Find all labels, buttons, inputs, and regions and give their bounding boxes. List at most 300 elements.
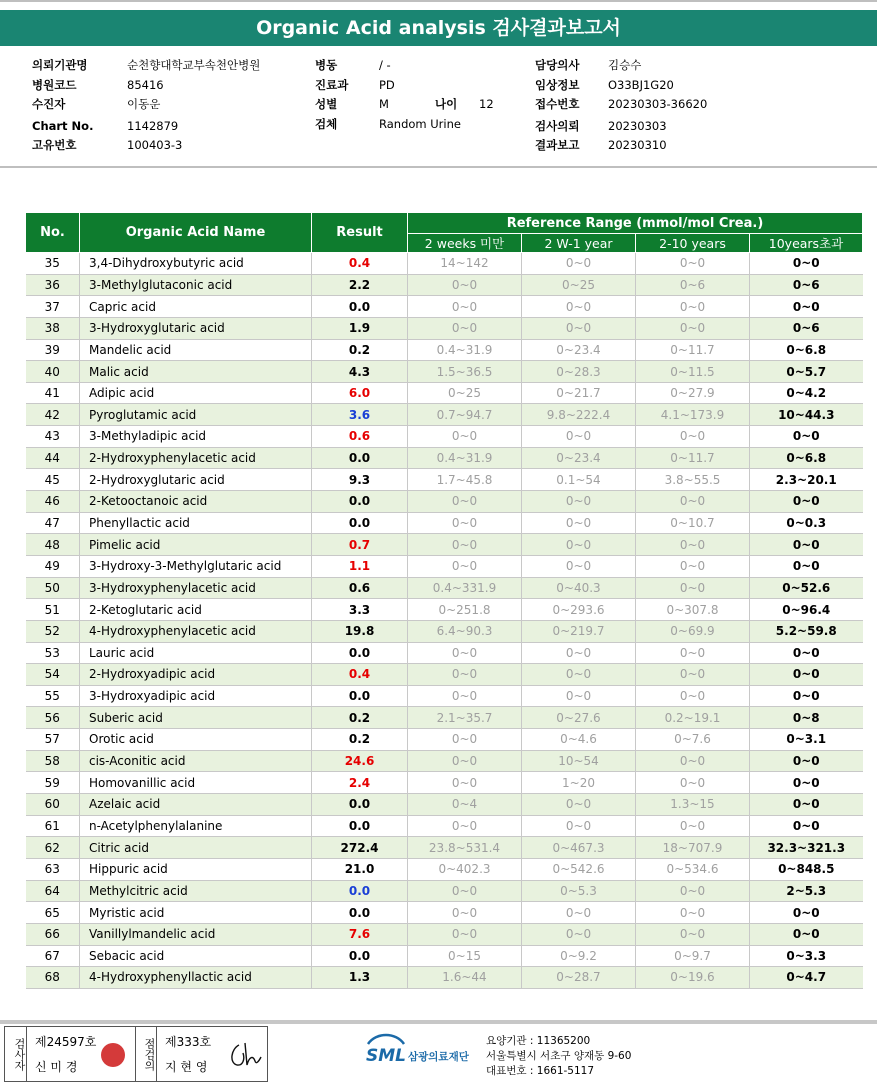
info-label: 검사의뢰 [535,118,580,133]
row-range-4: 0~0 [750,794,863,816]
row-range-1: 0.4~31.9 [408,447,522,469]
table-row [26,794,863,816]
row-result: 1.1 [312,555,408,577]
row-range-1: 0~4 [408,794,522,816]
row-result: 0.0 [312,447,408,469]
signature-box [4,1026,268,1082]
row-acid-name: Sebacic acid [80,945,312,967]
row-range-1: 0.4~31.9 [408,339,522,361]
row-result: 0.0 [312,642,408,664]
row-acid-name: Myristic acid [80,902,312,924]
row-no: 51 [26,599,80,621]
info-label: 검체 [315,116,338,131]
top-rule [0,0,877,2]
row-range-3: 0~0 [636,664,750,686]
row-no: 37 [26,296,80,318]
info-row [535,95,855,115]
row-range-3: 0~0 [636,880,750,902]
row-result: 0.0 [312,880,408,902]
info-row [535,136,855,156]
row-range-4: 0~0 [750,426,863,448]
info-row [32,136,302,156]
row-acid-name: Phenyllactic acid [80,512,312,534]
row-range-4: 0~8 [750,707,863,729]
row-no: 55 [26,685,80,707]
row-range-3: 0~11.7 [636,339,750,361]
row-range-1: 0~402.3 [408,858,522,880]
row-range-1: 0.4~331.9 [408,577,522,599]
info-value: 85416 [127,77,164,92]
row-range-4: 0~6 [750,274,863,296]
row-range-2: 0~0 [522,253,636,275]
table-row [26,620,863,642]
row-result: 0.0 [312,491,408,513]
row-range-2: 9.8~222.4 [522,404,636,426]
row-no: 35 [26,253,80,275]
row-range-3: 0~0 [636,555,750,577]
row-range-3: 0~0 [636,534,750,556]
table-row [26,382,863,404]
row-range-1: 0~0 [408,880,522,902]
row-range-2: 0~0 [522,317,636,339]
row-range-2: 0~21.7 [522,382,636,404]
row-range-2: 0~0 [522,642,636,664]
info-label: 고유번호 [32,138,77,152]
table-row [26,750,863,772]
row-no: 48 [26,534,80,556]
info-label: 임상정보 [535,77,580,92]
row-range-1: 23.8~531.4 [408,837,522,859]
reviewer-name: 지 현 영 [165,1060,208,1074]
row-no: 57 [26,729,80,751]
info-column-1 [32,56,302,156]
row-range-4: 0~6.8 [750,339,863,361]
table-row [26,469,863,491]
row-range-3: 0~9.7 [636,945,750,967]
row-acid-name: Adipic acid [80,382,312,404]
row-range-4: 0~0 [750,685,863,707]
tester-label: 검사자 [5,1027,27,1081]
row-no: 62 [26,837,80,859]
table-row [26,404,863,426]
row-result: 0.4 [312,664,408,686]
info-label: 병동 [315,58,338,72]
table-row [26,361,863,383]
col-header-reference: Reference Range (mmol/mol Crea.) [408,213,863,234]
row-result: 0.0 [312,945,408,967]
row-range-4: 0~0 [750,253,863,275]
row-range-4: 0~0 [750,902,863,924]
row-range-4: 0~0 [750,642,863,664]
row-range-2: 0~0 [522,534,636,556]
info-value: PD [379,77,395,92]
row-result: 0.0 [312,815,408,837]
row-no: 47 [26,512,80,534]
table-row [26,512,863,534]
row-range-3: 0~11.5 [636,361,750,383]
row-acid-name: Orotic acid [80,729,312,751]
sml-logo: SML [366,1046,406,1066]
row-range-2: 0~4.6 [522,729,636,751]
table-row [26,534,863,556]
row-range-2: 0~28.3 [522,361,636,383]
footer-line-3: 대표번호 : 1661-5117 [486,1065,595,1077]
row-range-4: 0~0 [750,555,863,577]
row-range-1: 0~0 [408,534,522,556]
row-range-4: 0~3.1 [750,729,863,751]
row-range-1: 0~0 [408,317,522,339]
row-range-1: 0~0 [408,296,522,318]
sml-logo-arc [366,1032,406,1046]
table-row [26,296,863,318]
row-range-1: 0~0 [408,902,522,924]
table-row [26,642,863,664]
row-range-2: 0~0 [522,923,636,945]
reviewer-block [165,1033,211,1075]
row-range-3: 0~307.8 [636,599,750,621]
table-row [26,858,863,880]
info-row [315,56,515,76]
tester-id: 제24597호 [35,1035,97,1049]
row-result: 0.4 [312,253,408,275]
row-result: 0.7 [312,534,408,556]
row-range-2: 0~0 [522,815,636,837]
reviewer-label: 점검의 [135,1027,157,1081]
info-row [32,76,302,96]
row-range-3: 0~69.9 [636,620,750,642]
row-range-3: 0~0 [636,923,750,945]
row-result: 3.6 [312,404,408,426]
row-no: 68 [26,967,80,989]
row-acid-name: 3-Hydroxyphenylacetic acid [80,577,312,599]
row-result: 0.0 [312,512,408,534]
table-row [26,902,863,924]
row-no: 43 [26,426,80,448]
info-value: Random Urine [379,116,461,131]
row-range-1: 0~0 [408,664,522,686]
reviewer-id: 제333호 [165,1035,212,1049]
row-range-4: 0~5.7 [750,361,863,383]
info-value: O33BJ1G20 [608,77,674,92]
row-no: 53 [26,642,80,664]
info-row [315,76,515,96]
row-range-1: 1.7~45.8 [408,469,522,491]
footer-address [486,1034,631,1079]
row-range-3: 0~0 [636,642,750,664]
table-row [26,426,863,448]
row-result: 21.0 [312,858,408,880]
row-range-1: 2.1~35.7 [408,707,522,729]
row-result: 0.0 [312,902,408,924]
info-row [535,76,855,96]
info-row [32,95,302,115]
row-no: 49 [26,555,80,577]
row-range-4: 0~0 [750,815,863,837]
col-header-no: No. [26,213,80,253]
row-range-4: 0~6 [750,317,863,339]
row-result: 272.4 [312,837,408,859]
row-range-2: 1~20 [522,772,636,794]
row-range-3: 0~27.9 [636,382,750,404]
row-acid-name: 3-Hydroxy-3-Methylglutaric acid [80,555,312,577]
footer-line-2: 서울특별시 서초구 양재동 9-60 [486,1050,632,1062]
row-no: 56 [26,707,80,729]
row-acid-name: Pyroglutamic acid [80,404,312,426]
row-result: 0.0 [312,685,408,707]
row-result: 0.0 [312,794,408,816]
row-range-3: 0~0 [636,772,750,794]
row-acid-name: n-Acetylphenylalanine [80,815,312,837]
table-row [26,707,863,729]
col-header-range-4: 10years초과 [750,234,863,253]
row-range-3: 0~6 [636,274,750,296]
table-row [26,253,863,275]
info-label: Chart No. [32,118,94,133]
col-header-range-1: 2 weeks 미만 [408,234,522,253]
row-range-4: 0~0 [750,296,863,318]
row-range-3: 0~534.6 [636,858,750,880]
row-acid-name: 3-Methylglutaconic acid [80,274,312,296]
info-value: 100403-3 [127,138,183,152]
row-range-3: 0~0 [636,815,750,837]
col-header-name: Organic Acid Name [80,213,312,253]
age-value: 12 [479,97,494,111]
row-acid-name: cis-Aconitic acid [80,750,312,772]
row-acid-name: Methylcitric acid [80,880,312,902]
table-row [26,664,863,686]
row-range-3: 0~0 [636,577,750,599]
info-value: 순천향대학교부속천안병원 [127,58,261,72]
row-acid-name: Mandelic acid [80,339,312,361]
row-range-2: 0~219.7 [522,620,636,642]
row-result: 7.6 [312,923,408,945]
row-acid-name: 3-Hydroxyglutaric acid [80,317,312,339]
row-range-2: 0~27.6 [522,707,636,729]
row-range-3: 0~11.7 [636,447,750,469]
row-range-4: 2.3~20.1 [750,469,863,491]
info-label: 접수번호 [535,97,580,111]
row-range-1: 0~25 [408,382,522,404]
row-range-3: 0~0 [636,317,750,339]
row-range-3: 3.8~55.5 [636,469,750,491]
row-no: 39 [26,339,80,361]
info-row [315,115,515,135]
info-label: 의뢰기관명 [32,58,88,72]
row-range-2: 0~40.3 [522,577,636,599]
row-no: 67 [26,945,80,967]
row-range-3: 0~0 [636,296,750,318]
row-result: 0.2 [312,339,408,361]
col-header-result: Result [312,213,408,253]
row-range-1: 0~0 [408,750,522,772]
row-range-4: 0~96.4 [750,599,863,621]
row-range-4: 0~3.3 [750,945,863,967]
report-title: Organic Acid analysis 검사결과보고서 [0,10,877,46]
row-no: 59 [26,772,80,794]
row-range-3: 0~10.7 [636,512,750,534]
row-range-4: 0~0 [750,772,863,794]
row-range-1: 0~0 [408,426,522,448]
row-result: 24.6 [312,750,408,772]
info-row [535,117,855,137]
row-result: 1.3 [312,967,408,989]
row-range-2: 10~54 [522,750,636,772]
row-range-1: 6.4~90.3 [408,620,522,642]
row-no: 41 [26,382,80,404]
row-range-3: 0~7.6 [636,729,750,751]
row-range-1: 0~0 [408,772,522,794]
row-no: 54 [26,664,80,686]
info-label: 담당의사 [535,58,580,72]
footer-line-1: 요양기관 : 11365200 [486,1035,591,1047]
row-no: 60 [26,794,80,816]
table-row [26,447,863,469]
row-no: 45 [26,469,80,491]
info-label: 결과보고 [535,138,580,152]
row-range-2: 0~0 [522,491,636,513]
row-result: 3.3 [312,599,408,621]
row-no: 63 [26,858,80,880]
row-range-3: 0~0 [636,902,750,924]
info-label: 성별 [315,97,338,111]
row-range-1: 1.6~44 [408,967,522,989]
row-range-4: 32.3~321.3 [750,837,863,859]
info-column-3 [535,56,855,156]
row-range-1: 0~0 [408,512,522,534]
row-range-3: 0~19.6 [636,967,750,989]
row-range-2: 0~23.4 [522,339,636,361]
row-range-4: 0~0 [750,923,863,945]
row-no: 38 [26,317,80,339]
row-range-4: 0~848.5 [750,858,863,880]
row-range-2: 0~293.6 [522,599,636,621]
row-no: 50 [26,577,80,599]
row-range-4: 0~6.8 [750,447,863,469]
row-range-4: 0~4.7 [750,967,863,989]
row-result: 6.0 [312,382,408,404]
row-range-2: 0~0 [522,664,636,686]
row-result: 0.6 [312,426,408,448]
row-acid-name: Malic acid [80,361,312,383]
row-result: 1.9 [312,317,408,339]
row-acid-name: 2-Hydroxyphenylacetic acid [80,447,312,469]
table-row [26,577,863,599]
row-no: 44 [26,447,80,469]
row-range-3: 4.1~173.9 [636,404,750,426]
row-range-1: 0~0 [408,685,522,707]
table-row [26,967,863,989]
row-range-2: 0~9.2 [522,945,636,967]
row-acid-name: 3,4-Dihydroxybutyric acid [80,253,312,275]
row-range-4: 2~5.3 [750,880,863,902]
row-range-2: 0~0 [522,794,636,816]
row-range-3: 18~707.9 [636,837,750,859]
footer-divider [0,1020,877,1024]
row-acid-name: Suberic acid [80,707,312,729]
row-range-3: 1.3~15 [636,794,750,816]
table-row [26,880,863,902]
table-row [26,274,863,296]
row-acid-name: 2-Ketoglutaric acid [80,599,312,621]
row-range-2: 0~0 [522,685,636,707]
row-no: 40 [26,361,80,383]
table-row [26,729,863,751]
row-result: 2.2 [312,274,408,296]
row-acid-name: Citric acid [80,837,312,859]
row-acid-name: Lauric acid [80,642,312,664]
table-row [26,339,863,361]
row-range-1: 0.7~94.7 [408,404,522,426]
row-range-4: 10~44.3 [750,404,863,426]
tester-block [35,1033,96,1075]
row-range-1: 0~0 [408,729,522,751]
results-table [25,212,863,989]
row-range-3: 0~0 [636,253,750,275]
seal-stamp [101,1043,125,1067]
table-row [26,599,863,621]
row-range-1: 0~0 [408,555,522,577]
info-row [535,56,855,76]
row-no: 65 [26,902,80,924]
table-row [26,772,863,794]
row-range-2: 0~542.6 [522,858,636,880]
row-range-1: 0~251.8 [408,599,522,621]
info-label: 수진자 [32,97,66,111]
row-no: 61 [26,815,80,837]
row-acid-name: 2-Ketooctanoic acid [80,491,312,513]
row-result: 0.6 [312,577,408,599]
row-range-3: 0.2~19.1 [636,707,750,729]
table-row [26,945,863,967]
row-range-2: 0~0 [522,426,636,448]
row-no: 66 [26,923,80,945]
info-value: M [379,97,389,111]
row-range-2: 0~0 [522,555,636,577]
row-no: 64 [26,880,80,902]
row-range-3: 0~0 [636,426,750,448]
row-range-3: 0~0 [636,685,750,707]
tester-name: 신 미 경 [35,1060,78,1074]
row-no: 42 [26,404,80,426]
info-value: 1142879 [127,118,179,133]
row-result: 4.3 [312,361,408,383]
row-range-2: 0~5.3 [522,880,636,902]
row-acid-name: 4-Hydroxyphenyllactic acid [80,967,312,989]
header-divider [0,166,877,168]
info-value: 김승수 [608,58,642,72]
info-value: 20230310 [608,138,667,152]
table-row [26,317,863,339]
row-no: 52 [26,620,80,642]
row-result: 0.2 [312,729,408,751]
row-range-4: 0~0 [750,664,863,686]
info-value: 이동운 [127,97,161,111]
row-range-1: 0~0 [408,642,522,664]
info-row [32,56,302,76]
row-acid-name: Vanillylmandelic acid [80,923,312,945]
row-acid-name: Homovanillic acid [80,772,312,794]
row-range-2: 0~25 [522,274,636,296]
info-value: 20230303 [608,118,667,133]
info-row [32,117,302,137]
row-no: 36 [26,274,80,296]
row-result: 19.8 [312,620,408,642]
info-label: 병원코드 [32,77,77,92]
age-label: 나이 [435,97,458,111]
info-value: / - [379,58,391,72]
row-acid-name: 2-Hydroxyglutaric acid [80,469,312,491]
row-result: 0.0 [312,296,408,318]
